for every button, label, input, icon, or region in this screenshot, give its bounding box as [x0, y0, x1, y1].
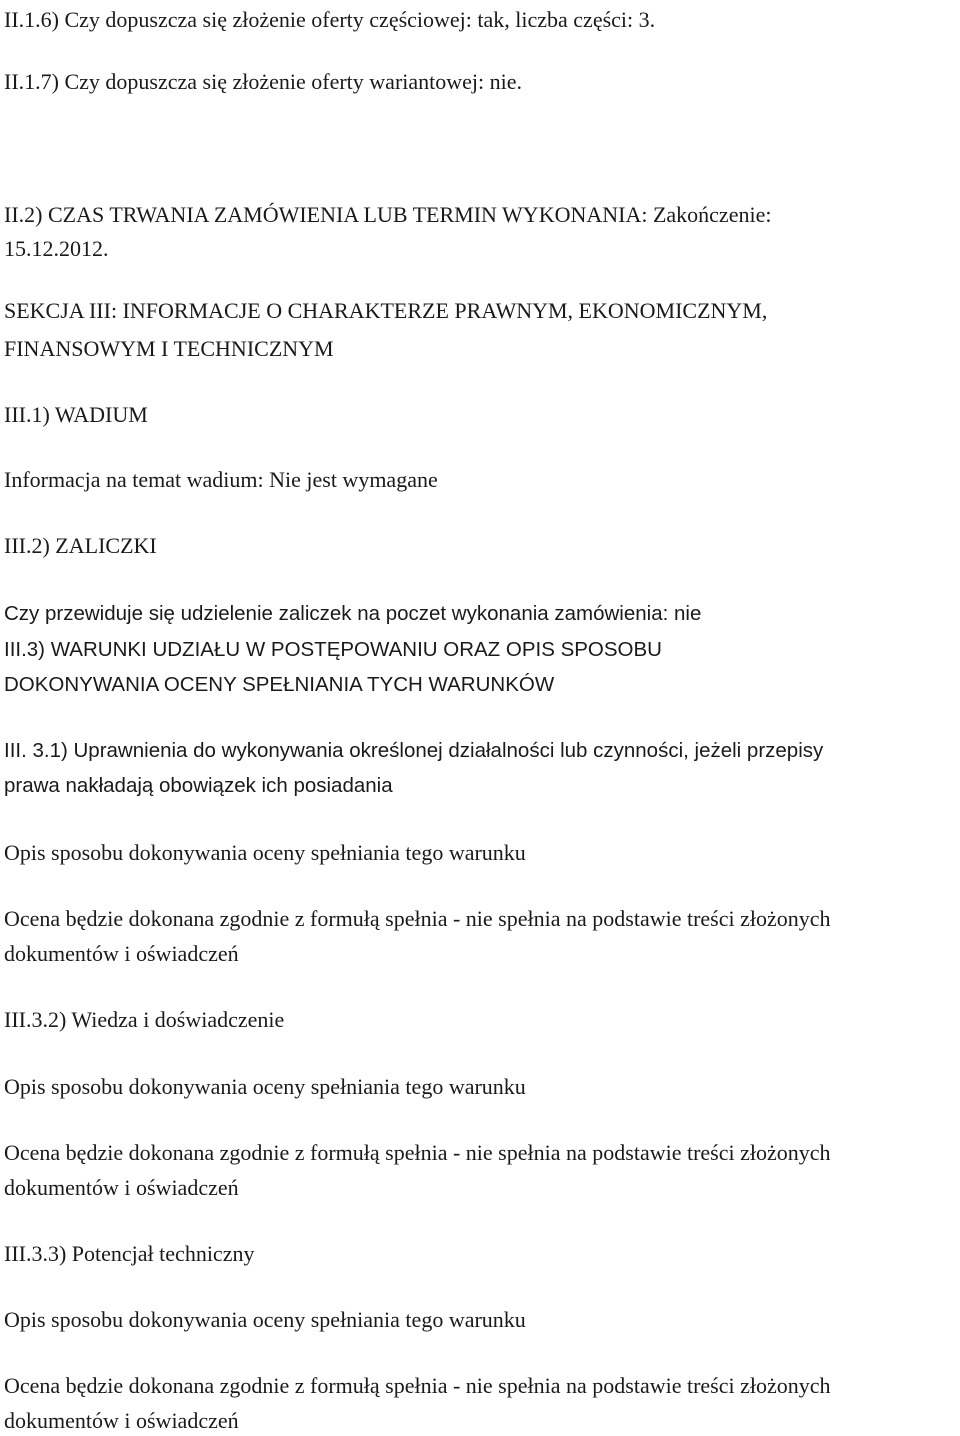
opis-sposobu-2: Opis sposobu dokonywania oceny spełniania tego warunku: [4, 1074, 526, 1099]
opis-sposobu-3: Opis sposobu dokonywania oceny spełniania tego warunku: [4, 1307, 526, 1332]
ocena-1: Ocena będzie dokonana zgodnie z formułą spełnia - nie spełnia na podstawie treści złożonych: [4, 906, 831, 931]
section-ii-2-date: 15.12.2012.: [4, 236, 109, 261]
section-iii-3-conditions: III.3) WARUNKI UDZIAŁU W POSTĘPOWANIU ORAZ OPIS SPOSOBU: [4, 638, 662, 661]
section-iii-3-1-uprawnienia-cont: prawa nakładają obowiązek ich posiadania: [4, 774, 393, 797]
ocena-1-cont: dokumentów i oświadczeń: [4, 941, 239, 966]
section-ii-2-duration: II.2) CZAS TRWANIA ZAMÓWIENIA LUB TERMIN WYKONANIA: Zakończenie:: [4, 202, 772, 227]
section-iii-heading: SEKCJA III: INFORMACJE O CHARAKTERZE PRAWNYM, EKONOMICZNYM,: [4, 298, 768, 323]
section-iii-heading-cont: FINANSOWYM I TECHNICZNYM: [4, 336, 334, 361]
section-iii-3-conditions-cont: DOKONYWANIA OCENY SPEŁNIANIA TYCH WARUNKÓW: [4, 673, 555, 696]
opis-sposobu-1: Opis sposobu dokonywania oceny spełniania tego warunku: [4, 840, 526, 865]
section-ii-1-6-partial-offer: II.1.6) Czy dopuszcza się złożenie oferty częściowej: tak, liczba części: 3.: [4, 7, 656, 32]
section-iii-3-2-wiedza: III.3.2) Wiedza i doświadczenie: [4, 1007, 285, 1032]
section-ii-1-7-variant-offer: II.1.7) Czy dopuszcza się złożenie oferty wariantowej: nie.: [4, 69, 523, 94]
ocena-2: Ocena będzie dokonana zgodnie z formułą spełnia - nie spełnia na podstawie treści złożonych: [4, 1140, 831, 1165]
section-iii-2-zaliczki: III.2) ZALICZKI: [4, 533, 157, 558]
ocena-3: Ocena będzie dokonana zgodnie z formułą spełnia - nie spełnia na podstawie treści złożonych: [4, 1373, 831, 1398]
section-iii-3-3-potencjal: III.3.3) Potencjał techniczny: [4, 1241, 255, 1266]
wadium-info: Informacja na temat wadium: Nie jest wymagane: [4, 467, 438, 492]
zaliczki-question: Czy przewiduje się udzielenie zaliczek na poczet wykonania zamówienia: nie: [4, 602, 702, 625]
section-iii-3-1-uprawnienia: III. 3.1) Uprawnienia do wykonywania określonej działalności lub czynności, jeżeli przepisy: [4, 739, 824, 762]
ocena-2-cont: dokumentów i oświadczeń: [4, 1175, 239, 1200]
ocena-3-cont: dokumentów i oświadczeń: [4, 1408, 239, 1433]
section-iii-1-wadium: III.1) WADIUM: [4, 402, 148, 427]
